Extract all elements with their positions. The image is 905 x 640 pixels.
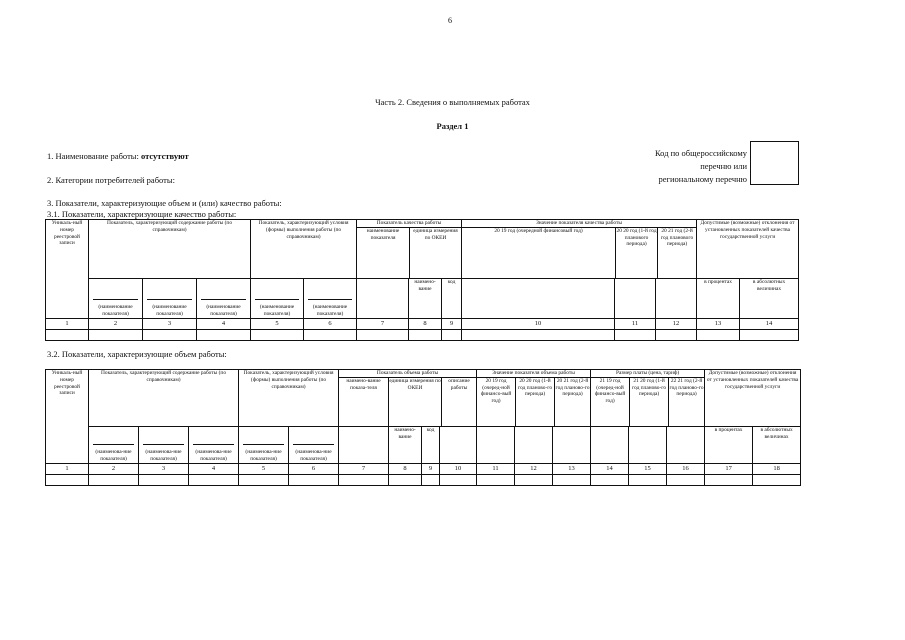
quality-col-number: 3 <box>143 318 197 329</box>
volume-empty-cell[interactable] <box>591 474 629 485</box>
quality-col-number: 11 <box>615 318 656 329</box>
volume-col-number: 14 <box>591 463 629 474</box>
volume-col-number: 7 <box>339 463 389 474</box>
volume-sub-name <box>239 426 289 463</box>
quality-empty-cell[interactable] <box>615 329 656 340</box>
quality-empty-cell[interactable] <box>740 329 799 340</box>
volume-empty-cell[interactable] <box>515 474 553 485</box>
volume-sub-name-text: (наименова-ние показателя) <box>245 449 282 462</box>
volume-col-number: 13 <box>553 463 591 474</box>
quality-col-number: 2 <box>89 318 143 329</box>
volume-empty-cell[interactable] <box>139 474 189 485</box>
quality-empty-cell[interactable] <box>197 329 251 340</box>
quality-title: 3.1. Показатели, характеризующие качество работы: <box>47 209 237 219</box>
volume-h-year-1: 20 19 год (очеред-ной финансо-вый год) <box>477 378 516 426</box>
volume-col-number: 18 <box>753 463 801 474</box>
quality-h-value: Значение показателя качества работы <box>462 220 696 228</box>
quality-h-year-3: 20 21 год (2-й год планового периода) <box>660 227 694 248</box>
volume-h-fee-year-2: 21 20 год (1-й год планово-го периода) <box>630 378 669 426</box>
volume-sub-year-3 <box>553 426 591 463</box>
quality-empty-cell[interactable] <box>409 329 442 340</box>
quality-empty-cell[interactable] <box>143 329 197 340</box>
quality-sub-year-3 <box>656 278 697 318</box>
code-label-line: Код по общероссийскому <box>654 148 747 158</box>
quality-h-unit: единица измерения по ОКЕИ <box>413 227 458 241</box>
quality-sub-name-text: (наименование показателя) <box>312 304 348 317</box>
work-name-line <box>47 151 189 161</box>
quality-col-number: 5 <box>251 318 304 329</box>
volume-col-number: 2 <box>89 463 139 474</box>
quality-sub-name <box>143 278 197 318</box>
volume-h-year-3: 20 21 год (2-й год планово-го периода) <box>555 377 590 398</box>
quality-col-number: 1 <box>46 318 89 329</box>
volume-sub-fee-year-1 <box>591 426 629 463</box>
volume-col-number: 16 <box>667 463 705 474</box>
code-label-line: региональному перечню <box>658 174 747 184</box>
volume-sub-name <box>89 426 139 463</box>
quality-h-name: наименование показателя <box>357 228 410 278</box>
volume-table <box>45 369 801 486</box>
volume-h-fee: Размер платы (цена, тариф) <box>591 370 704 378</box>
volume-h-description: описание работы <box>448 377 470 391</box>
volume-sub-unit-name: наимено-вание <box>389 426 422 463</box>
volume-h-indicator-cell <box>339 370 477 427</box>
volume-empty-cell[interactable] <box>422 474 440 485</box>
volume-h-value: Значение показателя объема работы <box>477 370 590 378</box>
quality-sub-name-text: (наименование показателя) <box>206 304 241 317</box>
volume-h-year-2: 20 20 год (1-й год планово-го периода) <box>516 378 555 426</box>
volume-sub-name <box>139 426 189 463</box>
work-name-value: отсутствуют <box>140 151 189 161</box>
code-box[interactable] <box>750 141 799 185</box>
volume-col-number: 3 <box>139 463 189 474</box>
quality-h-indicator-cell <box>357 220 462 279</box>
quality-h-deviation: Допустимые (возможные) отклонения от установленных показателей качества государственной услуги <box>697 220 799 279</box>
volume-sub-name-text: (наименова-ние показателя) <box>95 449 132 462</box>
volume-sub-name <box>189 426 239 463</box>
volume-sub-fee-year-3 <box>667 426 705 463</box>
volume-sub-percent: в процентах <box>705 426 753 463</box>
quality-sub-name <box>197 278 251 318</box>
quality-col-number: 8 <box>409 318 442 329</box>
volume-empty-cell[interactable] <box>705 474 753 485</box>
work-name-label: 1. Наименование работы: <box>47 151 141 161</box>
section-title: Раздел 1 <box>436 121 469 131</box>
quality-sub-name-text: (наименование показателя) <box>98 304 133 317</box>
quality-empty-cell[interactable] <box>89 329 143 340</box>
quality-col-number: 12 <box>656 318 697 329</box>
volume-h-deviation: Допустимые (возможные) отклонения от установленных показателей качества государственной услуги <box>705 370 801 427</box>
quality-col-number: 7 <box>357 318 409 329</box>
quality-sub-name-text: (наименование показателя) <box>152 304 187 317</box>
volume-sub-description <box>440 426 477 463</box>
volume-empty-cell[interactable] <box>189 474 239 485</box>
quality-h-id: Уникаль-ный номер реестровой записи <box>46 220 89 319</box>
volume-h-id: Уникаль-ный номер реестровой записи <box>46 370 89 464</box>
volume-col-number: 15 <box>629 463 667 474</box>
volume-sub-name <box>289 426 339 463</box>
quality-sub-name <box>251 278 304 318</box>
volume-sub-indicator-name <box>339 426 389 463</box>
volume-sub-year-1 <box>477 426 515 463</box>
quality-empty-cell[interactable] <box>442 329 462 340</box>
quality-h-content: Показатель, характеризующий содержание работы (по справочникам) <box>89 220 251 279</box>
quality-sub-name <box>89 278 143 318</box>
consumers-label: 2. Категории потребителей работы: <box>47 175 175 185</box>
volume-sub-fee-year-2 <box>629 426 667 463</box>
quality-sub-percent: в процентах <box>697 278 740 318</box>
quality-sub-year-1 <box>462 278 615 318</box>
volume-h-fee-year-1: 21 19 год (очеред-ной финансо-вый год) <box>591 378 630 426</box>
volume-h-indicator: Показатель объема работы <box>339 370 476 378</box>
volume-empty-cell[interactable] <box>753 474 801 485</box>
volume-h-fee-cell <box>591 370 705 427</box>
volume-empty-cell[interactable] <box>46 474 89 485</box>
quality-sub-name <box>304 278 357 318</box>
quality-sub-name-text: (наименование показателя) <box>259 304 295 317</box>
volume-sub-name-text: (наименова-ние показателя) <box>295 449 332 462</box>
quality-col-number: 9 <box>442 318 462 329</box>
volume-empty-cell[interactable] <box>553 474 591 485</box>
volume-h-content: Показатель, характеризующий содержание работы (по справочникам) <box>89 370 239 427</box>
volume-col-number: 11 <box>477 463 515 474</box>
volume-sub-name-text: (наименова-ние показателя) <box>195 449 232 462</box>
volume-empty-cell[interactable] <box>629 474 667 485</box>
quality-empty-cell[interactable] <box>46 329 89 340</box>
quality-empty-cell[interactable] <box>697 329 740 340</box>
volume-sub-unit-code: код <box>422 426 440 463</box>
quality-col-number: 4 <box>197 318 251 329</box>
volume-col-number: 6 <box>289 463 339 474</box>
quality-col-number: 13 <box>697 318 740 329</box>
volume-col-number: 4 <box>189 463 239 474</box>
volume-col-number: 5 <box>239 463 289 474</box>
quality-empty-cell[interactable] <box>462 329 615 340</box>
volume-col-number: 10 <box>440 463 477 474</box>
indicators-title: 3. Показатели, характеризующие объем и (или) качество работы: <box>47 198 282 208</box>
volume-h-unit: единица измерения по ОКЕИ <box>389 378 442 426</box>
volume-h-name: наимено-вание показа-теля <box>339 378 389 426</box>
quality-col-number: 6 <box>304 318 357 329</box>
volume-empty-cell[interactable] <box>239 474 289 485</box>
quality-sub-indicator-name <box>357 278 409 318</box>
volume-h-value-cell <box>477 370 591 427</box>
page-number: 6 <box>448 16 452 25</box>
quality-empty-cell[interactable] <box>304 329 357 340</box>
quality-empty-cell[interactable] <box>656 329 697 340</box>
volume-sub-year-2 <box>515 426 553 463</box>
quality-h-year-2: 20 20 год (1-й год планового периода) <box>616 228 658 278</box>
quality-col-number: 14 <box>740 318 799 329</box>
volume-col-number: 8 <box>389 463 422 474</box>
volume-h-fee-year-3: 22 21 год (2-й год планово-го периода) <box>669 377 704 398</box>
volume-col-number: 17 <box>705 463 753 474</box>
volume-col-number: 12 <box>515 463 553 474</box>
quality-sub-absolute: в абсолютных величинах <box>740 278 799 318</box>
quality-h-indicator: Показатель качества работы <box>357 220 461 228</box>
quality-table <box>45 219 799 341</box>
quality-empty-cell[interactable] <box>357 329 409 340</box>
volume-sub-name-text: (наименова-ние показателя) <box>145 449 182 462</box>
quality-h-conditions: Показатель, характеризующий условия (формы) выполнения работы (по справочникам) <box>251 220 357 279</box>
volume-empty-cell[interactable] <box>667 474 705 485</box>
quality-sub-unit-code: код <box>442 278 462 318</box>
volume-h-conditions: Показатель, характеризующий условия (формы) выполнения работы (по справочникам) <box>239 370 339 427</box>
volume-empty-cell[interactable] <box>339 474 389 485</box>
quality-sub-unit-name: наимено-вание <box>409 278 442 318</box>
quality-h-value-cell <box>462 220 697 279</box>
volume-empty-cell[interactable] <box>477 474 515 485</box>
quality-sub-year-2 <box>615 278 656 318</box>
code-label <box>655 147 747 186</box>
code-label-line: перечню или <box>700 161 747 171</box>
volume-empty-cell[interactable] <box>89 474 139 485</box>
volume-sub-absolute: в абсолютных величинах <box>753 426 801 463</box>
quality-empty-cell[interactable] <box>251 329 304 340</box>
volume-empty-cell[interactable] <box>289 474 339 485</box>
quality-col-number: 10 <box>462 318 615 329</box>
part-title: Часть 2. Сведения о выполняемых работах <box>375 97 530 107</box>
volume-col-number: 9 <box>422 463 440 474</box>
volume-col-number: 1 <box>46 463 89 474</box>
quality-h-year-1: 20 19 год (очередной финансовый год) <box>462 228 616 278</box>
volume-title: 3.2. Показатели, характеризующие объем работы: <box>47 349 227 359</box>
volume-empty-cell[interactable] <box>389 474 422 485</box>
volume-empty-cell[interactable] <box>440 474 477 485</box>
